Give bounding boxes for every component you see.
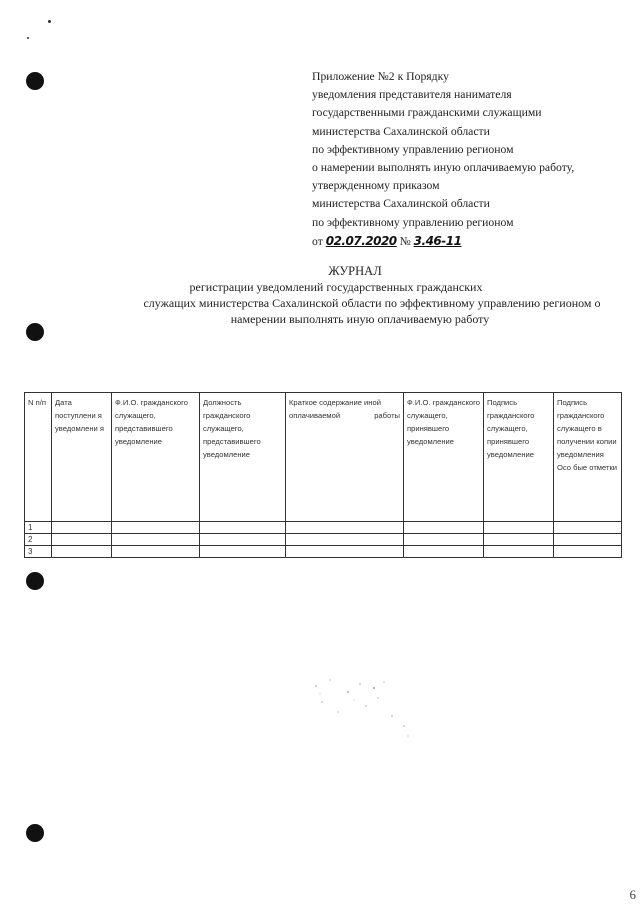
appendix-line: государственными гражданскими служащими bbox=[312, 106, 542, 120]
appendix-line: министерства Сахалинской области bbox=[312, 197, 490, 211]
appendix-line: утвержденному приказом bbox=[312, 179, 440, 193]
table-row bbox=[25, 534, 622, 546]
table-cell bbox=[404, 534, 484, 546]
table-cell bbox=[200, 546, 286, 558]
table-cell bbox=[52, 522, 112, 534]
appendix-line: уведомления представителя нанимателя bbox=[312, 88, 512, 102]
scan-speck bbox=[48, 20, 51, 23]
punch-hole bbox=[26, 824, 44, 842]
header-submitter-position: Должность гражданского служащего, представившего уведомление bbox=[200, 393, 286, 522]
table-cell bbox=[200, 534, 286, 546]
table-cell bbox=[112, 522, 200, 534]
page-mark: 6 bbox=[629, 887, 636, 902]
appendix-line: по эффективному управлению регионом bbox=[312, 142, 514, 156]
table-cell bbox=[286, 534, 404, 546]
table-row bbox=[25, 546, 622, 558]
header-number: N п/п bbox=[25, 393, 52, 522]
appendix-line: Приложение №2 к Порядку bbox=[312, 70, 449, 83]
registration-table bbox=[24, 392, 622, 558]
table-cell bbox=[112, 546, 200, 558]
table-cell bbox=[554, 546, 622, 558]
table-cell bbox=[404, 522, 484, 534]
table-cell bbox=[112, 534, 200, 546]
appendix-line: о намерении выполнять иную оплачиваемую работу, bbox=[312, 161, 575, 175]
header-receiver-name: Ф.И.О. гражданского служащего, принявшего уведомление bbox=[404, 393, 484, 522]
punch-hole bbox=[26, 572, 44, 590]
order-date: 02.07.2020 bbox=[325, 233, 397, 248]
table-cell: 3 bbox=[25, 546, 52, 558]
order-line bbox=[312, 232, 632, 251]
table-cell bbox=[200, 522, 286, 534]
table-cell bbox=[52, 534, 112, 546]
header-date: Дата поступлени я уведомлени я bbox=[52, 393, 112, 522]
table-cell bbox=[52, 546, 112, 558]
scan-noise bbox=[308, 672, 418, 742]
table-cell bbox=[404, 546, 484, 558]
header-work-summary: Краткое содержание иной оплачиваемой работы bbox=[286, 393, 404, 522]
order-prefix: от bbox=[312, 234, 323, 248]
table-cell bbox=[554, 534, 622, 546]
table-header-row bbox=[25, 393, 622, 522]
table-cell bbox=[554, 522, 622, 534]
table-row bbox=[25, 522, 622, 534]
table-cell: 2 bbox=[25, 534, 52, 546]
order-number: 3.46-11 bbox=[413, 233, 462, 248]
header-copy-signature-notes: Подпись гражданского служащего в получении копии уведомления Осо бые отметки bbox=[554, 393, 622, 522]
header-receiver-signature: Подпись гражданского служащего, принявшего уведомление bbox=[484, 393, 554, 522]
journal-subtitle-line1: регистрации уведомлений государственных гражданских bbox=[189, 280, 483, 294]
journal-heading: ЖУРНАЛ bbox=[328, 264, 382, 278]
journal-title bbox=[0, 263, 640, 327]
table-cell bbox=[286, 546, 404, 558]
punch-hole bbox=[26, 72, 44, 90]
journal-subtitle-line3: намерении выполнять иную оплачиваемую работу bbox=[230, 312, 490, 326]
appendix-block bbox=[312, 68, 632, 251]
table-cell bbox=[484, 534, 554, 546]
table-cell bbox=[484, 546, 554, 558]
appendix-line: по эффективному управлению регионом bbox=[312, 215, 514, 229]
appendix-line: министерства Сахалинской области bbox=[312, 124, 490, 138]
table-cell bbox=[286, 522, 404, 534]
journal-subtitle-line2: служащих министерства Сахалинской области по эффективному управлению регионом о bbox=[143, 296, 601, 310]
table-cell bbox=[484, 522, 554, 534]
table-cell: 1 bbox=[25, 522, 52, 534]
order-number-prefix: № bbox=[399, 234, 411, 248]
header-submitter-name: Ф.И.О. гражданского служащего, представившего уведомление bbox=[112, 393, 200, 522]
scan-speck bbox=[27, 37, 29, 39]
